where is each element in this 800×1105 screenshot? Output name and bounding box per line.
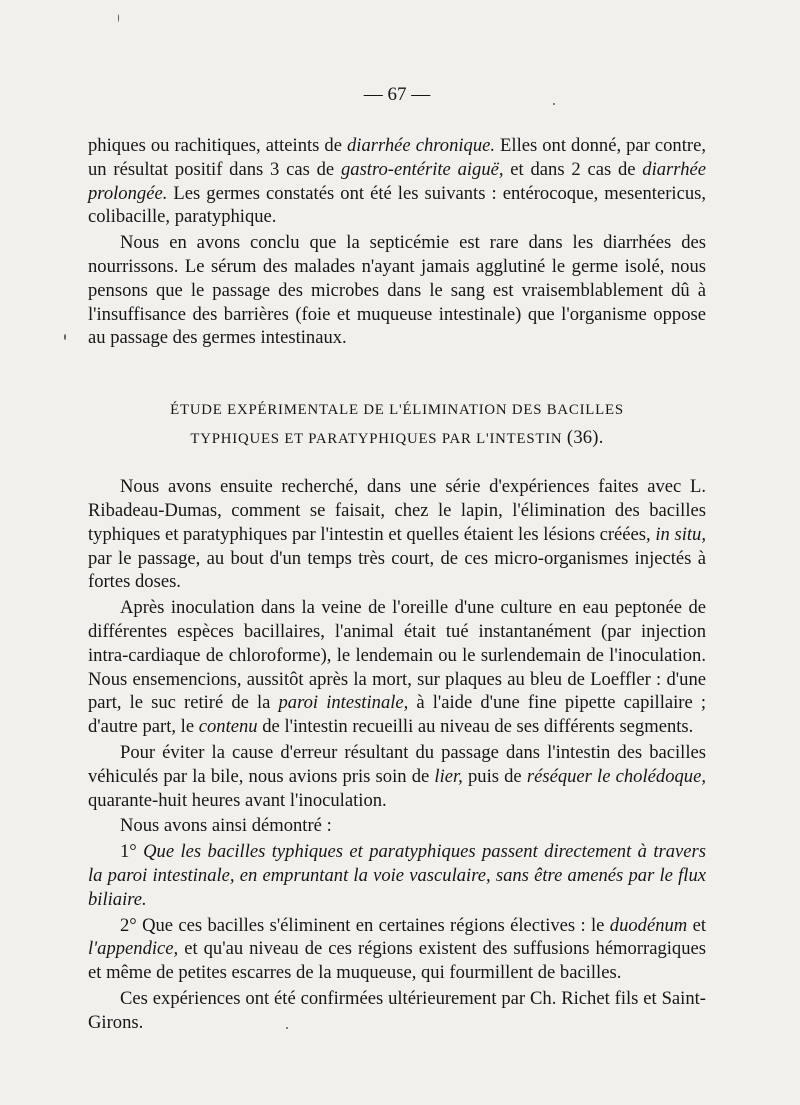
- italic-run: contenu: [198, 716, 258, 738]
- italic-run: lier,: [434, 765, 463, 787]
- section-heading-text: TYPHIQUES ET PARATYPHIQUES PAR L'INTESTIN: [190, 431, 563, 448]
- paragraph-precaution: [88, 741, 706, 812]
- italic-run: diarrhée chronique.: [346, 135, 496, 156]
- text-run: Après inoculation dans la veine de l'oreille d'une culture en eau peptonée de différentes espèces bacillaires, l'animal était tué instantanément (par injection intra-cardiaque de chloroforme), le lendemain ou le surlendemain de l'inoculation. Nous ensemencions, aussitôt après la mort, sur plaques au bleu de Loeffler : d'une part, le suc retiré de la: [88, 597, 706, 714]
- text-run: et: [687, 914, 706, 936]
- text-run: à l'aide d'une fine pipette capillaire ; d'autre part, le: [88, 692, 707, 738]
- paragraph-finding-1: [88, 840, 706, 911]
- text-run: et qu'au niveau de ces régions existent des suffusions hémorragiques et même de petites escarres de la muqueuse, qui fourmillent de bacilles.: [88, 938, 706, 984]
- italic-run: réséquer le cholédoque,: [526, 765, 706, 787]
- italic-run: in situ,: [655, 523, 706, 545]
- text-run: quarante-huit heures avant l'inoculation.: [88, 789, 387, 811]
- text-run: Ces expériences ont été confirmées ultérieurement par Ch. Richet fils et Saint-Girons.: [88, 987, 706, 1033]
- paragraph-finding-2: [88, 914, 706, 985]
- text-run: puis de: [462, 765, 527, 787]
- paragraph-method: [88, 596, 706, 739]
- section-heading-reference: (36).: [566, 427, 604, 449]
- italic-run: diarrhée prolongée.: [88, 158, 706, 204]
- text-run: de l'intestin recueilli au niveau de ses différents segments.: [257, 716, 694, 738]
- paragraph-experiments-intro: [88, 475, 706, 594]
- italic-run: l'appendice,: [88, 938, 179, 960]
- italic-run: duodénum: [609, 914, 688, 936]
- section-heading-line-2: [88, 424, 706, 453]
- scan-speck: [64, 334, 66, 340]
- text-run: phiques ou rachitiques, atteints de: [88, 135, 347, 156]
- text-run: par le passage, au bout d'un temps très court, de ces micro-organismes injectés à fortes doses.: [88, 547, 706, 593]
- italic-run: Que les bacilles typhiques et paratyphiques passent directement à travers la paroi intestinale, en empruntant la voie vasculaire, sans être amenés par le flux biliaire.: [88, 841, 706, 910]
- text-run: et dans 2 cas de: [503, 158, 643, 180]
- document-page: [88, 84, 706, 1035]
- italic-run: gastro-entérite aiguë,: [340, 158, 504, 180]
- paragraph-confirmation: [88, 987, 706, 1035]
- text-run: Les germes constatés ont été les suivants : entérocoque, mesentericus, colibacille, paratyphique.: [88, 182, 706, 228]
- text-run: Pour éviter la cause d'erreur résultant du passage dans l'intestin des bacilles véhiculés par la bile, nous avions pris soin de: [88, 741, 706, 787]
- section-heading-line-1: ÉTUDE EXPÉRIMENTALE DE L'ÉLIMINATION DES BACILLES: [170, 402, 624, 419]
- text-run: Nous avons ensuite recherché, dans une série d'expériences faites avec L. Ribadeau-Dumas, comment se faisait, chez le lapin, l'élimination des bacilles typhiques et paratyphiques par l'intestin et quelles étaient les lésions créées,: [88, 476, 706, 545]
- page-number: — 67 —: [363, 84, 431, 105]
- text-run: 2° Que ces bacilles s'éliminent en certaines régions électives : le: [120, 914, 610, 936]
- text-run: Nous avons ainsi démontré :: [120, 815, 332, 837]
- text-run: Nous en avons conclu que la septicémie est rare dans les diarrhées des nourrissons. Le sérum des malades n'ayant jamais agglutiné le germe isolé, nous pensons que le passage des microbes dans le sang est vraisemblablement dû à l'insuffisance des barrières (foie et muqueuse intestinale) que l'organisme oppose au passage des germes intestinaux.: [88, 232, 706, 349]
- text-run: Elles ont donné, par contre, un résultat positif dans 3 cas de: [88, 135, 706, 180]
- italic-run: paroi intestinale,: [278, 692, 409, 714]
- section-heading: [88, 396, 706, 453]
- text-run: 1°: [120, 841, 144, 863]
- paragraph-conclusion: [88, 231, 706, 350]
- scan-speck: [118, 14, 119, 22]
- paragraph-continuation: [88, 134, 706, 229]
- paragraph-demonstrated: [88, 814, 706, 838]
